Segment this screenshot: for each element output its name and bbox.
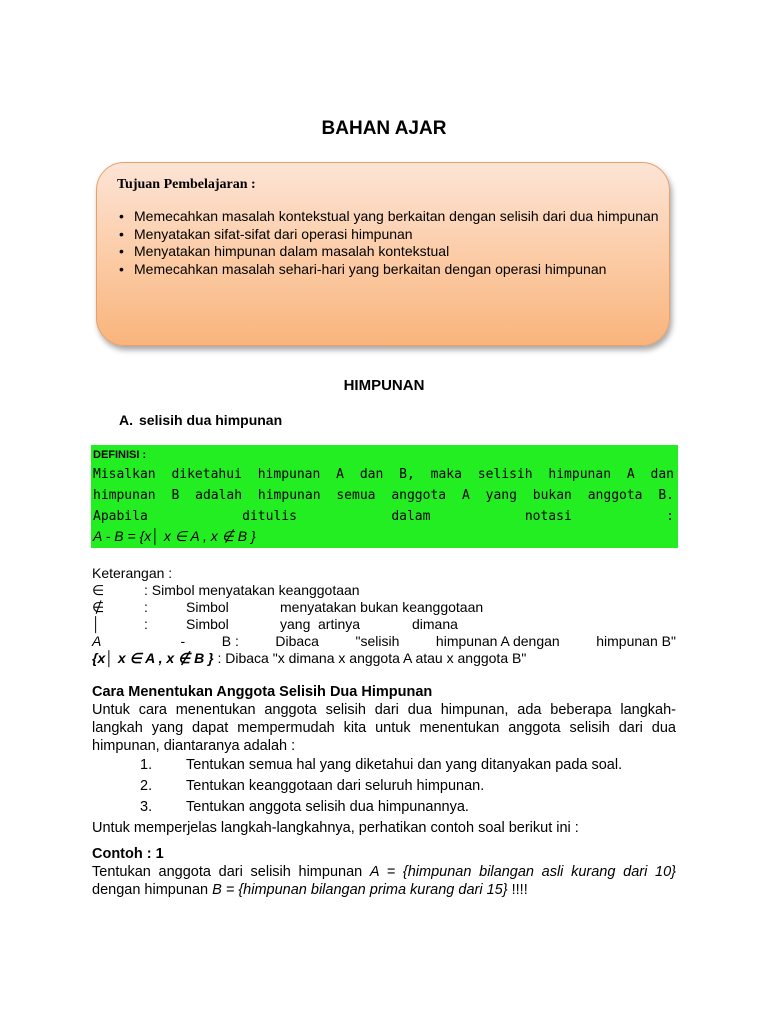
method-outro: Untuk memperjelas langkah-langkahnya, perhatikan contoh soal berikut ini : — [92, 820, 579, 836]
objective-item: • Memecahkan masalah kontekstual yang berkaitan dengan selisih dari dua himpunan — [119, 208, 659, 226]
such-that-symbol: │ — [92, 616, 101, 632]
note-row — [92, 633, 676, 650]
objectives-list — [119, 208, 659, 278]
definition-notation-line — [93, 506, 674, 527]
objective-item: • Menyatakan himpunan dalam masalah kontekstual — [119, 243, 659, 261]
note-text: dimana — [412, 616, 458, 632]
page-title: BAHAN AJAR — [321, 118, 447, 139]
method-steps — [92, 755, 676, 818]
set-builder-notation: {x│ x ∈ A , x ∉ B } — [92, 650, 214, 666]
note-row — [92, 599, 676, 616]
note-text: : — [144, 616, 148, 632]
note-text: Dibaca — [275, 633, 319, 649]
example-set-b: B = {himpunan bilangan prima kurang dari 15} — [212, 882, 508, 898]
set-a-symbol: A — [92, 633, 102, 649]
definition-line: Misalkan diketahui himpunan A dan B, maka selisih himpunan A dan — [93, 467, 674, 482]
example-text-part: !!!! — [507, 882, 528, 898]
member-symbol: ∈ — [92, 582, 105, 598]
notes-section — [92, 565, 676, 667]
learning-objectives-box — [96, 162, 670, 346]
note-text: B : — [221, 633, 239, 649]
subsection-marker: A. — [119, 412, 133, 428]
definition-word: notasi — [524, 509, 572, 524]
step-text: Tentukan semua hal yang diketahui dan yang ditanyakan pada soal. — [186, 757, 623, 773]
definition-box — [91, 445, 678, 548]
note-text: Simbol — [186, 616, 229, 632]
note-text: "selisih — [355, 633, 400, 649]
definition-word: dalam — [391, 509, 431, 524]
definition-text — [93, 464, 674, 545]
note-text: : Simbol menyatakan keanggotaan — [144, 582, 360, 598]
definition-word: Apabila — [93, 509, 148, 524]
step-number: 1. — [140, 757, 153, 773]
objective-item: • Menyatakan sifat-sifat dari operasi himpunan — [119, 226, 659, 244]
note-text: Simbol — [186, 599, 229, 615]
note-row — [92, 616, 676, 633]
note-text: : — [144, 599, 148, 615]
example-text-part: Tentukan anggota dari selisih himpunan — [92, 864, 370, 880]
definition-formula: A - B = {x│ x ∈ A , x ∉ B } — [93, 528, 256, 544]
step-number: 3. — [140, 799, 153, 815]
method-intro: Untuk cara menentukan anggota selisih dari dua himpunan, ada beberapa langkah-langkah yang dapat mempermudah kita untuk menentukan anggota selisih dari dua himpunan, diantaranya adalah : — [92, 702, 676, 754]
note-text: : Dibaca "x dimana x anggota A atau x anggota B" — [213, 650, 527, 666]
definition-word: ditulis — [242, 509, 297, 524]
definition-label: DEFINISI : — [93, 449, 147, 461]
step-number: 2. — [140, 778, 153, 794]
note-row — [92, 582, 676, 599]
example-text-part: dengan himpunan — [92, 882, 213, 898]
method-section — [92, 683, 676, 837]
definition-line: himpunan B adalah himpunan semua anggota A yang bukan anggota B. — [93, 488, 674, 503]
example-heading: Contoh : 1 — [92, 846, 164, 862]
note-text: artinya — [318, 616, 361, 632]
example-set-a: A = {himpunan bilangan asli kurang dari 10} — [369, 864, 676, 880]
definition-word: : — [666, 509, 674, 524]
example-section — [92, 845, 676, 899]
note-text: himpunan B" — [596, 633, 676, 649]
note-text: yang — [280, 616, 311, 632]
section-title: HIMPUNAN — [343, 377, 425, 394]
step-text: Tentukan keanggotaan dari seluruh himpunan. — [186, 778, 485, 794]
note-text: menyatakan bukan keanggotaan — [280, 599, 484, 615]
note-text: himpunan A dengan — [435, 633, 560, 649]
non-member-symbol: ∉ — [92, 599, 105, 615]
subsection-label: selisih dua himpunan — [139, 412, 283, 428]
step-item — [92, 797, 676, 818]
note-row — [92, 650, 676, 667]
subsection-heading — [119, 412, 282, 428]
objective-item: • Memecahkan masalah sehari-hari yang berkaitan dengan operasi himpunan — [119, 261, 659, 279]
example-text — [92, 863, 676, 899]
objectives-heading: Tujuan Pembelajaran : — [117, 177, 256, 192]
note-text: - — [180, 633, 186, 649]
step-item — [92, 755, 676, 776]
step-item — [92, 776, 676, 797]
method-heading: Cara Menentukan Anggota Selisih Dua Himpunan — [92, 684, 433, 700]
notes-heading: Keterangan : — [92, 565, 173, 581]
step-text: Tentukan anggota selisih dua himpunannya. — [186, 799, 469, 815]
